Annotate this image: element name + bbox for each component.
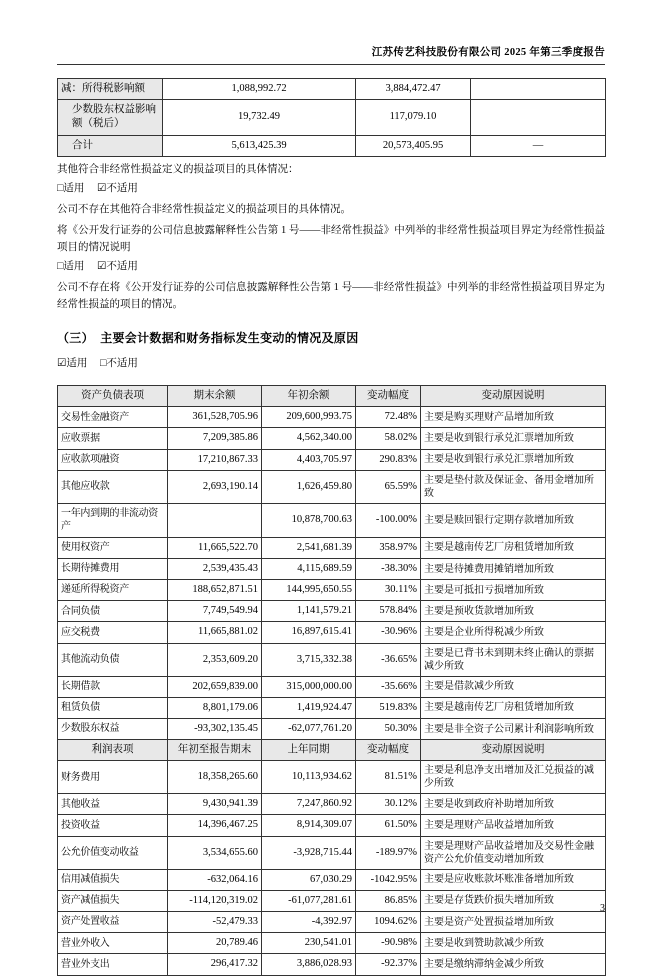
prior-amount: 117,079.10: [356, 100, 471, 135]
ending-balance: 361,528,705.96: [168, 407, 262, 428]
table-row: [58, 558, 606, 579]
beginning-balance: 2,541,681.39: [262, 537, 356, 558]
ytd-amount: 20,789.46: [168, 933, 262, 954]
note-cell: [471, 79, 606, 100]
prior-period: 10,113,934.62: [262, 761, 356, 794]
checkbox-not-applicable-checked: ☑不适用: [96, 261, 138, 273]
change-percent: -92.37%: [356, 954, 421, 975]
table-row: [58, 761, 606, 794]
col-header-change-pct: 变动幅度: [356, 386, 421, 407]
change-percent: 358.97%: [356, 537, 421, 558]
change-reason: 主要是垫付款及保证金、备用金增加所致: [421, 470, 606, 503]
header-row: [58, 386, 606, 407]
prior-period: -3,928,715.44: [262, 836, 356, 869]
table-row: [58, 933, 606, 954]
table-row: [58, 869, 606, 890]
beginning-balance: 3,715,332.38: [262, 643, 356, 676]
table-row: [58, 718, 606, 739]
table-row: [58, 697, 606, 718]
ending-balance: 2,539,435.43: [168, 558, 262, 579]
change-percent: 30.12%: [356, 794, 421, 815]
change-percent: -35.66%: [356, 676, 421, 697]
table-row: [58, 954, 606, 975]
col-header-income-item: 利润表项: [58, 740, 168, 761]
change-percent: 81.51%: [356, 761, 421, 794]
header-row: [58, 740, 606, 761]
change-analysis-table: [57, 385, 606, 975]
col-header-balance-item: 资产负债表项: [58, 386, 168, 407]
change-reason: 主要是企业所得税减少所致: [421, 622, 606, 643]
checkbox-not-applicable-checked: ☑不适用: [96, 182, 138, 194]
col-header-ending-balance: 期末余额: [168, 386, 262, 407]
ending-balance: 7,749,549.94: [168, 601, 262, 622]
col-header-begin-balance: 年初余额: [262, 386, 356, 407]
change-reason: 主要是应收账款坏账准备增加所致: [421, 869, 606, 890]
ending-balance: 2,353,609.20: [168, 643, 262, 676]
change-percent: 61.50%: [356, 815, 421, 836]
item-name: 资产处置收益: [58, 912, 168, 933]
other-items-title: 其他符合非经常性损益定义的损益项目的具体情况：: [57, 163, 299, 175]
balance-sheet-header-group: [58, 386, 606, 407]
beginning-balance: 16,897,615.41: [262, 622, 356, 643]
item-name: 公允价值变动收益: [58, 836, 168, 869]
change-percent: 290.83%: [356, 449, 421, 470]
prior-period: -61,077,281.61: [262, 890, 356, 911]
change-percent: -30.96%: [356, 622, 421, 643]
other-items-statement: 公司不存在其他符合非经常性损益定义的损益项目的具体情况。: [57, 204, 351, 216]
col-header-change-reason: 变动原因说明: [421, 386, 606, 407]
prior-amount: 3,884,472.47: [356, 79, 471, 100]
table-row: [58, 601, 606, 622]
change-percent: 86.85%: [356, 890, 421, 911]
prior-period: 230,541.01: [262, 933, 356, 954]
table-row: [58, 912, 606, 933]
item-name: 应收票据: [58, 428, 168, 449]
table-row: [58, 470, 606, 503]
table-row: [58, 449, 606, 470]
ending-balance: 7,209,385.86: [168, 428, 262, 449]
item-name: 少数股东权益: [58, 718, 168, 739]
checkbox-applicable-unchecked: □适用: [57, 182, 85, 194]
ending-balance: 188,652,871.51: [168, 580, 262, 601]
item-name: 一年内到期的非流动资产: [58, 503, 168, 537]
table-row: [58, 537, 606, 558]
page-number: 3: [600, 903, 605, 914]
change-percent: 578.84%: [356, 601, 421, 622]
applicability-line-2: [57, 259, 605, 275]
checkbox-not-applicable-unchecked: □不适用: [100, 357, 138, 369]
col-header-change-pct: 变动幅度: [356, 740, 421, 761]
change-percent: 30.11%: [356, 580, 421, 601]
table-row: [58, 100, 606, 135]
prior-period: 67,030.29: [262, 869, 356, 890]
change-percent: -100.00%: [356, 503, 421, 537]
item-name: 信用减值损失: [58, 869, 168, 890]
change-reason: 主要是预收货款增加所致: [421, 601, 606, 622]
item-name: 使用权资产: [58, 537, 168, 558]
current-amount: 5,613,425.39: [163, 135, 356, 156]
col-header-prior-period: 上年同期: [262, 740, 356, 761]
table-row: [58, 836, 606, 869]
change-percent: 50.30%: [356, 718, 421, 739]
ytd-amount: 9,430,941.39: [168, 794, 262, 815]
ytd-amount: -52,479.33: [168, 912, 262, 933]
change-reason: 主要是购买理财产品增加所致: [421, 407, 606, 428]
change-percent: 72.48%: [356, 407, 421, 428]
reclass-statement: 公司不存在将《公开发行证券的公司信息披露解释性公告第 1 号——非经常性损益》中列举的非经常性损益项目界定为经常性损益的项目的情况。: [57, 282, 605, 310]
change-reason: 主要是资产处置损益增加所致: [421, 912, 606, 933]
checkbox-applicable-checked: ☑适用: [57, 357, 88, 369]
beginning-balance: 315,000,000.00: [262, 676, 356, 697]
change-percent: 65.59%: [356, 470, 421, 503]
row-label: 减：所得税影响额: [58, 79, 163, 100]
ending-balance: 202,659,839.00: [168, 676, 262, 697]
prior-period: 7,247,860.92: [262, 794, 356, 815]
table-row: [58, 794, 606, 815]
row-label: 合计: [58, 135, 163, 156]
change-percent: -90.98%: [356, 933, 421, 954]
prior-period: 3,886,028.93: [262, 954, 356, 975]
ending-balance: 2,693,190.14: [168, 470, 262, 503]
change-reason: 主要是利息净支出增加及汇兑损益的减少所致: [421, 761, 606, 794]
change-percent: -189.97%: [356, 836, 421, 869]
table-row: [58, 428, 606, 449]
top-table-body: [58, 79, 606, 157]
ending-balance: 11,665,881.02: [168, 622, 262, 643]
beginning-balance: 144,995,650.55: [262, 580, 356, 601]
ending-balance: -93,302,135.45: [168, 718, 262, 739]
ytd-amount: -114,120,319.02: [168, 890, 262, 911]
non-recurring-summary-table: [57, 78, 606, 157]
page-header: [57, 44, 605, 65]
item-name: 其他应收款: [58, 470, 168, 503]
change-reason: 主要是越南传艺厂房租赁增加所致: [421, 697, 606, 718]
item-name: 其他收益: [58, 794, 168, 815]
item-name: 投资收益: [58, 815, 168, 836]
change-reason: 主要是已背书未到期未终止确认的票据减少所致: [421, 643, 606, 676]
checkbox-applicable-unchecked: □适用: [57, 261, 85, 273]
col-header-ytd-amount: 年初至报告期末: [168, 740, 262, 761]
item-name: 交易性金融资产: [58, 407, 168, 428]
report-title: 江苏传艺科技股份有限公司 2025 年第三季度报告: [371, 47, 605, 58]
change-reason: 主要是收到赞助款减少所致: [421, 933, 606, 954]
table-row: [58, 643, 606, 676]
reclass-title: 将《公开发行证券的公司信息披露解释性公告第 1 号——非经常性损益》中列举的非经常性损益项目界定为经常性损益项目的情况说明: [57, 225, 605, 253]
change-percent: -36.65%: [356, 643, 421, 676]
item-name: 长期借款: [58, 676, 168, 697]
note-cell: —: [471, 135, 606, 156]
balance-sheet-rows: [58, 407, 606, 740]
applicability-line-1: [57, 181, 605, 197]
ytd-amount: 18,358,265.60: [168, 761, 262, 794]
table-row: [58, 79, 606, 100]
change-reason: 主要是可抵扣亏损增加所致: [421, 580, 606, 601]
change-reason: 主要是赎回银行定期存款增加所致: [421, 503, 606, 537]
beginning-balance: 1,626,459.80: [262, 470, 356, 503]
change-reason: 主要是待摊费用摊销增加所致: [421, 558, 606, 579]
section-heading: （三） 主要会计数据和财务指标发生变动的情况及原因: [57, 330, 359, 345]
table-row: [58, 503, 606, 537]
table-row: [58, 622, 606, 643]
current-amount: 1,088,992.72: [163, 79, 356, 100]
prior-period: 8,914,309.07: [262, 815, 356, 836]
item-name: 递延所得税资产: [58, 580, 168, 601]
prior-period: -4,392.97: [262, 912, 356, 933]
item-name: 长期待摊费用: [58, 558, 168, 579]
item-name: 资产减值损失: [58, 890, 168, 911]
row-label: 少数股东权益影响额（税后）: [58, 100, 163, 135]
table-row: [58, 407, 606, 428]
change-percent: 58.02%: [356, 428, 421, 449]
change-percent: -38.30%: [356, 558, 421, 579]
prior-amount: 20,573,405.95: [356, 135, 471, 156]
change-reason: 主要是收到政府补助增加所致: [421, 794, 606, 815]
ending-balance: [168, 503, 262, 537]
change-reason: 主要是借款减少所致: [421, 676, 606, 697]
note-cell: [471, 100, 606, 135]
income-statement-rows: [58, 761, 606, 975]
change-reason: 主要是理财产品收益增加所致: [421, 815, 606, 836]
table-row: [58, 135, 606, 156]
beginning-balance: 4,562,340.00: [262, 428, 356, 449]
applicability-line-3: [57, 356, 605, 372]
ending-balance: 8,801,179.06: [168, 697, 262, 718]
beginning-balance: 209,600,993.75: [262, 407, 356, 428]
item-name: 营业外支出: [58, 954, 168, 975]
col-header-change-reason: 变动原因说明: [421, 740, 606, 761]
change-reason: 主要是越南传艺厂房租赁增加所致: [421, 537, 606, 558]
ytd-amount: -632,064.16: [168, 869, 262, 890]
ending-balance: 11,665,522.70: [168, 537, 262, 558]
current-amount: 19,732.49: [163, 100, 356, 135]
table-row: [58, 890, 606, 911]
change-reason: 主要是收到银行承兑汇票增加所致: [421, 428, 606, 449]
beginning-balance: 1,141,579.21: [262, 601, 356, 622]
ytd-amount: 14,396,467.25: [168, 815, 262, 836]
ending-balance: 17,210,867.33: [168, 449, 262, 470]
beginning-balance: 10,878,700.63: [262, 503, 356, 537]
item-name: 营业外收入: [58, 933, 168, 954]
income-statement-header-group: [58, 740, 606, 761]
beginning-balance: 4,403,705.97: [262, 449, 356, 470]
change-reason: 主要是理财产品收益增加及交易性金融资产公允价值变动增加所致: [421, 836, 606, 869]
beginning-balance: 4,115,689.59: [262, 558, 356, 579]
change-reason: 主要是存货跌价损失增加所致: [421, 890, 606, 911]
item-name: 应收款项融资: [58, 449, 168, 470]
change-percent: 1094.62%: [356, 912, 421, 933]
table-row: [58, 580, 606, 601]
item-name: 其他流动负债: [58, 643, 168, 676]
change-reason: 主要是收到银行承兑汇票增加所致: [421, 449, 606, 470]
change-reason: 主要是缴纳滞纳金减少所致: [421, 954, 606, 975]
table-row: [58, 815, 606, 836]
item-name: 应交税费: [58, 622, 168, 643]
ytd-amount: 296,417.32: [168, 954, 262, 975]
change-percent: -1042.95%: [356, 869, 421, 890]
table-row: [58, 676, 606, 697]
change-reason: 主要是非全资子公司累计利润影响所致: [421, 718, 606, 739]
beginning-balance: -62,077,761.20: [262, 718, 356, 739]
change-percent: 519.83%: [356, 697, 421, 718]
item-name: 财务费用: [58, 761, 168, 794]
ytd-amount: 3,534,655.60: [168, 836, 262, 869]
item-name: 租赁负债: [58, 697, 168, 718]
item-name: 合同负债: [58, 601, 168, 622]
beginning-balance: 1,419,924.47: [262, 697, 356, 718]
